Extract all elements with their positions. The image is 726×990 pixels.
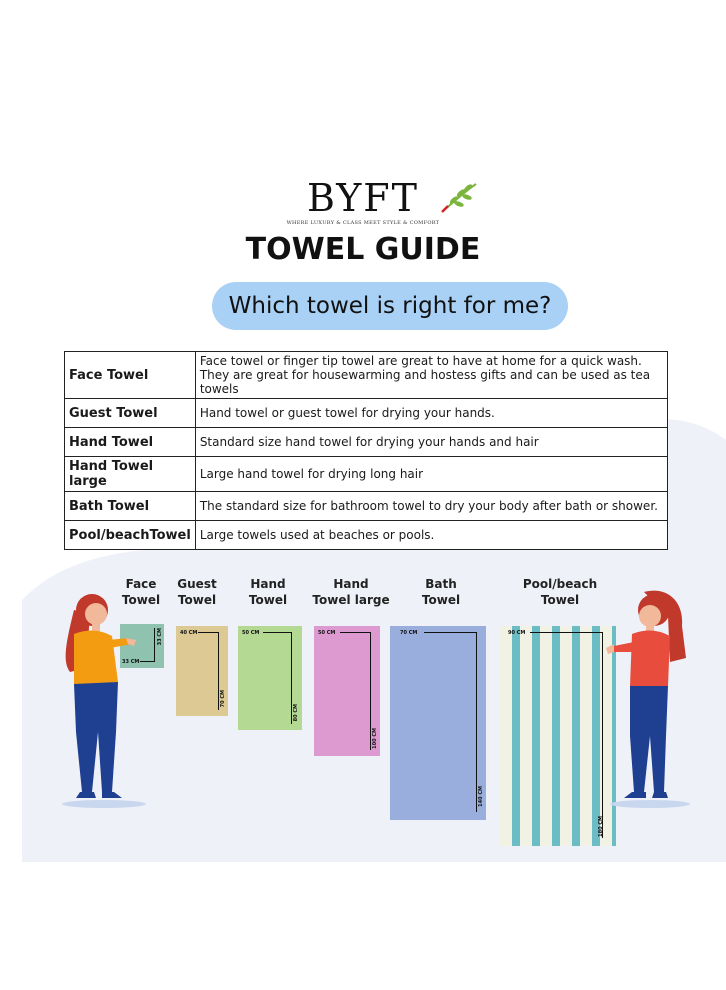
height-label: 80 CM xyxy=(293,704,299,722)
table-row xyxy=(65,352,668,399)
towel-description: Large hand towel for drying long hair xyxy=(195,457,667,492)
dimension-line xyxy=(218,632,219,710)
towel-description: The standard size for bathroom towel to dry your body after bath or shower. xyxy=(195,492,667,521)
towel-description xyxy=(195,352,667,399)
towel-name: Bath Towel xyxy=(65,492,196,521)
page-title: TOWEL GUIDE xyxy=(245,232,481,267)
height-label: 100 CM xyxy=(372,728,378,749)
towel-description: Hand towel or guest towel for drying your hands. xyxy=(195,399,667,428)
question-banner: Which towel is right for me? xyxy=(212,282,568,330)
description-line: They are great for housewarming and hostess gifts and can be used as tea towels xyxy=(199,368,651,396)
towel-label-hand-large: Hand Towel large xyxy=(312,577,390,607)
towel-name: Hand Towel xyxy=(65,428,196,457)
towel-description: Large towels used at beaches or pools. xyxy=(195,521,667,550)
height-label: 33 CM xyxy=(157,628,163,646)
towel-name: Guest Towel xyxy=(65,399,196,428)
brand-tagline: WHERE LUXURY & CLASS MEET STYLE & COMFORT xyxy=(286,220,440,226)
width-label: 70 CM xyxy=(400,630,418,636)
woman-illustration-right xyxy=(604,586,698,810)
table-row xyxy=(65,428,668,457)
dimension-line xyxy=(291,632,292,724)
height-label: 180 CM xyxy=(598,816,604,837)
dimension-line xyxy=(340,632,370,633)
width-label: 40 CM xyxy=(180,630,198,636)
towel-pool-beach xyxy=(500,626,616,846)
dimension-line xyxy=(263,632,291,633)
towel-label-bath: Bath Towel xyxy=(421,577,461,607)
table-row xyxy=(65,492,668,521)
dimension-line xyxy=(476,632,477,812)
towel-name: Face Towel xyxy=(65,352,196,399)
leaf-icon xyxy=(440,180,480,214)
towel-label-face: Face Towel xyxy=(121,577,161,607)
width-label: 90 CM xyxy=(508,630,526,636)
height-label: 70 CM xyxy=(220,690,226,708)
description-line: Face towel or finger tip towel are great to have at home for a quick wash. xyxy=(199,354,642,368)
towel-name: Hand Towel large xyxy=(65,457,196,492)
towel-description: Standard size hand towel for drying your hands and hair xyxy=(195,428,667,457)
dimension-line xyxy=(198,632,218,633)
dimension-line xyxy=(602,632,603,838)
towel-name: Pool/beachTowel xyxy=(65,521,196,550)
table-row xyxy=(65,457,668,492)
height-label: 140 CM xyxy=(478,786,484,807)
dimension-line xyxy=(530,632,602,633)
brand-logo: BYFT xyxy=(306,176,420,220)
width-label: 33 CM xyxy=(122,659,140,665)
towel-bath xyxy=(390,626,486,820)
dimension-line xyxy=(424,632,476,633)
table-row xyxy=(65,399,668,428)
width-label: 50 CM xyxy=(318,630,336,636)
towel-label-pool: Pool/beach Towel xyxy=(522,577,598,607)
dimension-line xyxy=(370,632,371,750)
width-label: 50 CM xyxy=(242,630,260,636)
towel-guide-table xyxy=(64,351,668,550)
woman-illustration-left xyxy=(56,582,156,810)
towel-label-hand: Hand Towel xyxy=(248,577,288,607)
table-row xyxy=(65,521,668,550)
towel-label-guest: Guest Towel xyxy=(177,577,217,607)
